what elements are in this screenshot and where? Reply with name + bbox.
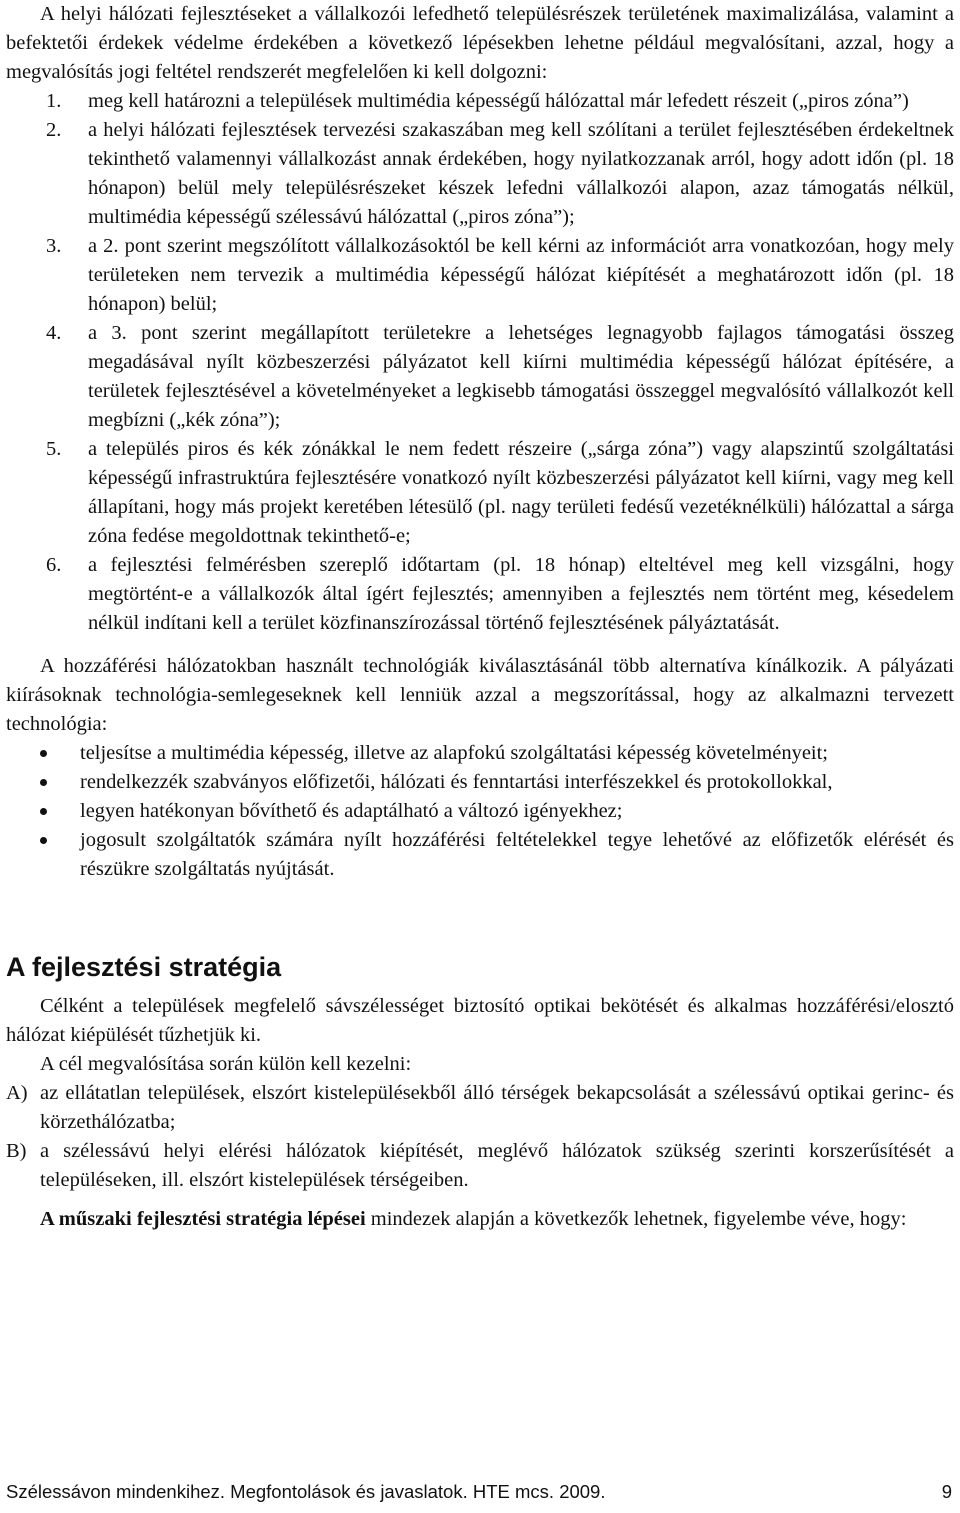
list-item: [6, 319, 954, 435]
lettered-item-text: a szélessávú helyi elérési hálózatok kiépítését, meglévő hálózatok szükség szerinti korszerűsítését a településeken, ill. elszórt kistelepülések térségeiben.: [40, 1140, 954, 1191]
intro-paragraph: A helyi hálózati fejlesztéseket a vállalkozói lefedhető településrészek területének maximalizálása, valamint a befektetői érdekek védelme érdekében a következő lépésekben lehetne például megvalósítani, azzal, hogy a megvalósítás jogi feltétel rendszerét megfelelően ki kell dolgozni:: [6, 3, 954, 83]
document-page: [6, 0, 954, 1234]
footer-title: Szélessávon mindenkihez. Megfontolások és javaslatok. HTE mcs. 2009.: [6, 1481, 606, 1502]
bullet-text: jogosult szolgáltatók számára nyílt hozzáférési feltételekkel tegye lehetővé az előfizetők elérését és részükre szolgáltatás nyújtását.: [80, 829, 954, 880]
bullet-text: teljesítse a multimédia képesség, illetve az alapfokú szolgáltatási képesség követelményeit;: [80, 742, 828, 764]
page-number: 9: [941, 1481, 952, 1502]
list-item-number: 3.: [46, 235, 62, 257]
bullet-text: rendelkezzék szabványos előfizetői, hálózati és fenntartási interfészekkel és protokollokkal,: [80, 771, 833, 793]
bullet-icon: [40, 808, 47, 815]
lettered-item-text: az ellátatlan települések, elszórt kistelepülésekből álló térségek bekapcsolását a szélessávú optikai gerinc- és körzethálózatba;: [40, 1082, 954, 1133]
bullet-item: [6, 797, 954, 826]
bullet-icon: [40, 779, 47, 786]
list-item: [6, 87, 954, 116]
page-footer: [6, 1480, 952, 1504]
lettered-item: [6, 1137, 954, 1195]
list-item-number: 6.: [46, 554, 62, 576]
strategy-steps-text: mindezek alapján a következők lehetnek, figyelembe véve, hogy:: [365, 1208, 907, 1230]
steps-list: [6, 87, 954, 638]
bullet-icon: [40, 750, 47, 757]
bullet-item: [6, 768, 954, 797]
goal-intro: A cél megvalósítása során külön kell kezelni:: [40, 1053, 412, 1075]
list-item-text: meg kell határozni a települések multimédia képességű hálózattal már lefedett részeit („piros zóna”): [88, 90, 909, 112]
bullet-icon: [40, 837, 47, 844]
list-item-number: 5.: [46, 438, 62, 460]
list-item-number: 4.: [46, 322, 62, 344]
technology-paragraph: A hozzáférési hálózatokban használt technológiák kiválasztásánál több alternatíva kínálkozik. A pályázati kiírásoknak technológia-semlegeseknek kell lenniük azzal a megszorítással, hogy az alkalmazni tervezett technológia:: [6, 655, 954, 735]
list-item-number: 2.: [46, 119, 62, 141]
bullet-item: [6, 826, 954, 884]
lettered-item-letter: B): [6, 1140, 27, 1162]
strategy-steps-paragraph: [6, 1205, 954, 1234]
list-item-text: a fejlesztési felmérésben szereplő időtartam (pl. 18 hónap) elteltével meg kell vizsgálni, hogy megtörtént-e a vállalkozók által ígért fejlesztés; amennyiben a fejlesztés nem történt meg, késedelem nélkül indítani kell a terület közfinanszírozással történő fejlesztésének pályáztatását.: [88, 554, 954, 634]
bullet-text: legyen hatékonyan bővíthető és adaptálható a változó igényekhez;: [80, 800, 623, 822]
lettered-item: [6, 1079, 954, 1137]
section-title: A fejlesztési stratégia: [6, 952, 282, 982]
list-item: [6, 551, 954, 638]
list-item-text: a település piros és kék zónákkal le nem fedett részeire („sárga zóna”) vagy alapszintű szolgáltatási képességű infrastruktúra fejlesztésére vonatkozó nyílt közbeszerzési pályázatot kell kiírni, vagy meg kell állapítani, hogy más projekt keretében létesülő (pl. nagy területi fedésű vezetéknélküli) hálózattal a sárga zóna fedése megoldottnak tekinthető-e;: [88, 438, 954, 547]
list-item-text: a helyi hálózati fejlesztések tervezési szakaszában meg kell szólítani a terület fejlesztésében érdekeltnek tekinthető valamennyi vállalkozást annak érdekében, hogy nyilatkozzanak arról, hogy adott időn (pl. 18 hónapon) belül mely településrészeket készek lefedni vállalkozói alapon, azaz támogatás nélkül, multimédia képességű szélessávú hálózattal („piros zóna”);: [88, 119, 954, 228]
strategy-steps-heading: A műszaki fejlesztési stratégia lépései: [40, 1208, 366, 1230]
list-item: [6, 232, 954, 319]
bullet-item: [6, 739, 954, 768]
list-item-text: a 2. pont szerint megszólított vállalkozásoktól be kell kérni az információt arra vonatkozóan, hogy mely területeken nem tervezik a multimédia képességű hálózat kiépítését a meghatározott időn (pl. 18 hónapon) belül;: [88, 235, 954, 315]
list-item-text: a 3. pont szerint megállapított területekre a lehetséges legnagyobb fajlagos támogatási összeg megadásával nyílt közbeszerzési pályázatot kell kiírni multimédia képességű hálózat építésére, a területek fejlesztésével a követelményeket a legkisebb támogatási összeggel megvalósító vállalkozót kell megbízni („kék zóna”);: [88, 322, 954, 431]
list-item: [6, 435, 954, 551]
goal-paragraph: Célként a települések megfelelő sávszélességet biztosító optikai bekötését és alkalmas hozzáférési/elosztó hálózat kiépülését tűzhetjük ki.: [6, 995, 954, 1046]
bullet-list: [6, 739, 954, 884]
lettered-item-letter: A): [6, 1082, 28, 1104]
list-item-number: 1.: [46, 90, 62, 112]
list-item: [6, 116, 954, 232]
